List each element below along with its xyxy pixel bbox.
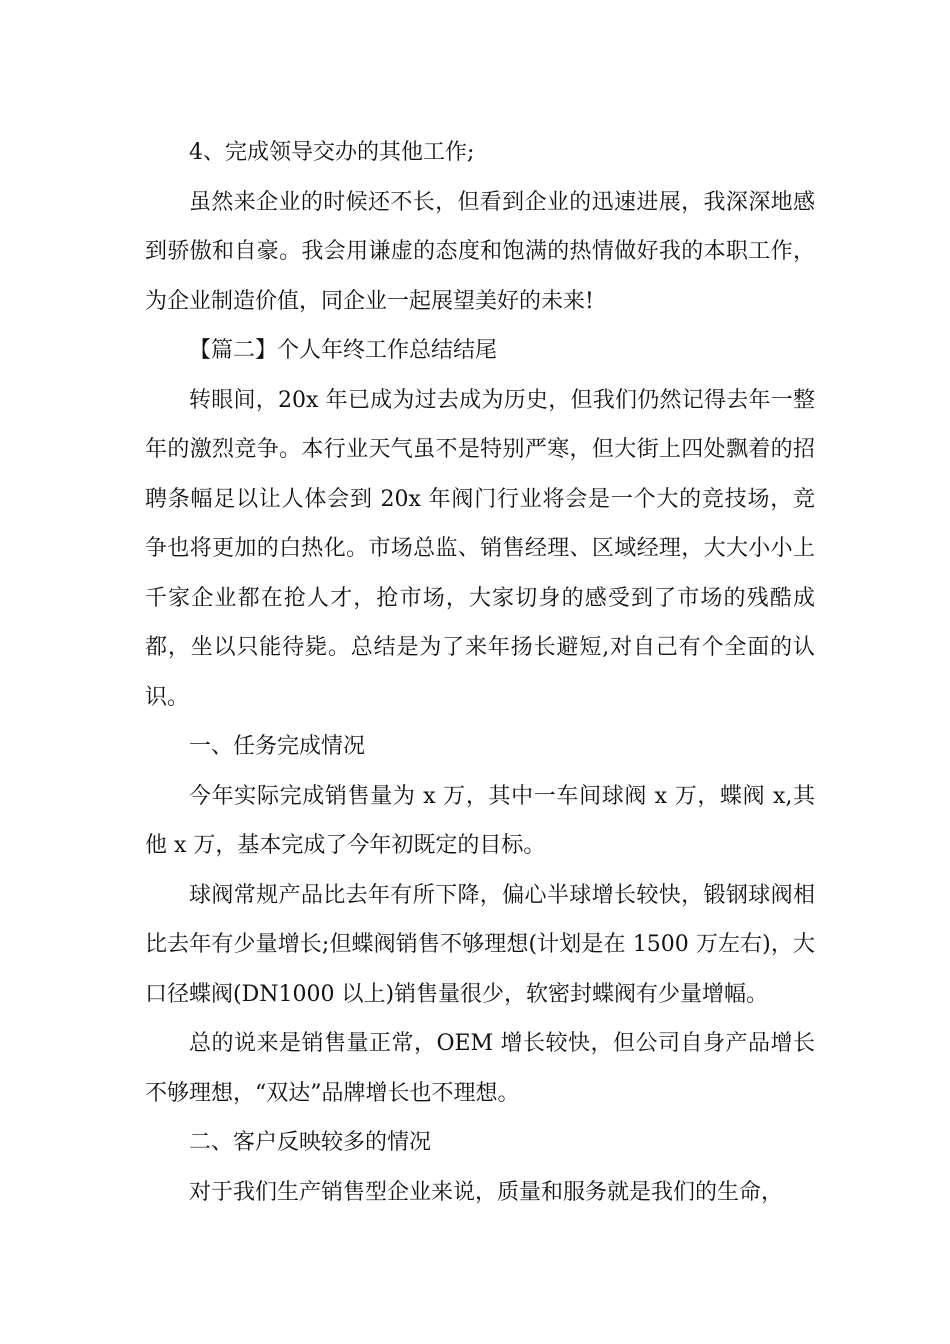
- paragraph-quality-service: 对于我们生产销售型企业来说，质量和服务就是我们的生命，: [189, 1179, 784, 1205]
- section-heading-task-completion: 一、任务完成情况: [189, 734, 366, 759]
- paragraph-year-review: 转眼间，20x 年已成为过去成为历史，但我们仍然记得去年一整年的激烈竞争。本行业天气虽不是特别严寒，但大街上四处飘着的招聘条幅足以让人体会到 20x 年阀门行业将会是一个大的竞技场，竞争也将更加的白热化。市场总监、销售经理、区域经理，大大小小上千家企业都在抢人才，抢市场，大家切身的感受到了市场的残酷成都，坐以只能待毙。总结是为了来年扬长避短,对自己有个全面的认识。: [145, 387, 815, 710]
- paragraph-sales-volume: 今年实际完成销售量为 x 万，其中一车间球阀 x 万，蝶阀 x,其他 x 万，基本完成了今年初既定的目标。: [145, 783, 815, 858]
- document-body: [145, 128, 815, 1217]
- paragraph-overall-summary: 总的说来是销售量正常，OEM 增长较快，但公司自身产品增长不够理想，“双达”品牌增长也不理想。: [145, 1031, 815, 1106]
- section-heading-customer-feedback: 二、客户反映较多的情况: [189, 1130, 432, 1155]
- paragraph-closing-remarks: 虽然来企业的时候还不长，但看到企业的迅速进展，我深深地感到骄傲和自豪。我会用谦虚的态度和饱满的热情做好我的本职工作，为企业制造价值，同企业一起展望美好的未来!: [145, 189, 815, 314]
- paragraph-task-item-4: 4、完成领导交办的其他工作;: [189, 140, 475, 165]
- paragraph-product-breakdown: 球阀常规产品比去年有所下降，偏心半球增长较快，锻钢球阀相比去年有少量增长;但蝶阀销售不够理想(计划是在 1500 万左右)，大口径蝶阀(DN1000 以上)销售量很少，软密封蝶阀有少量增幅。: [145, 882, 815, 1007]
- section-heading-part-two: 【篇二】个人年终工作总结结尾: [189, 338, 498, 363]
